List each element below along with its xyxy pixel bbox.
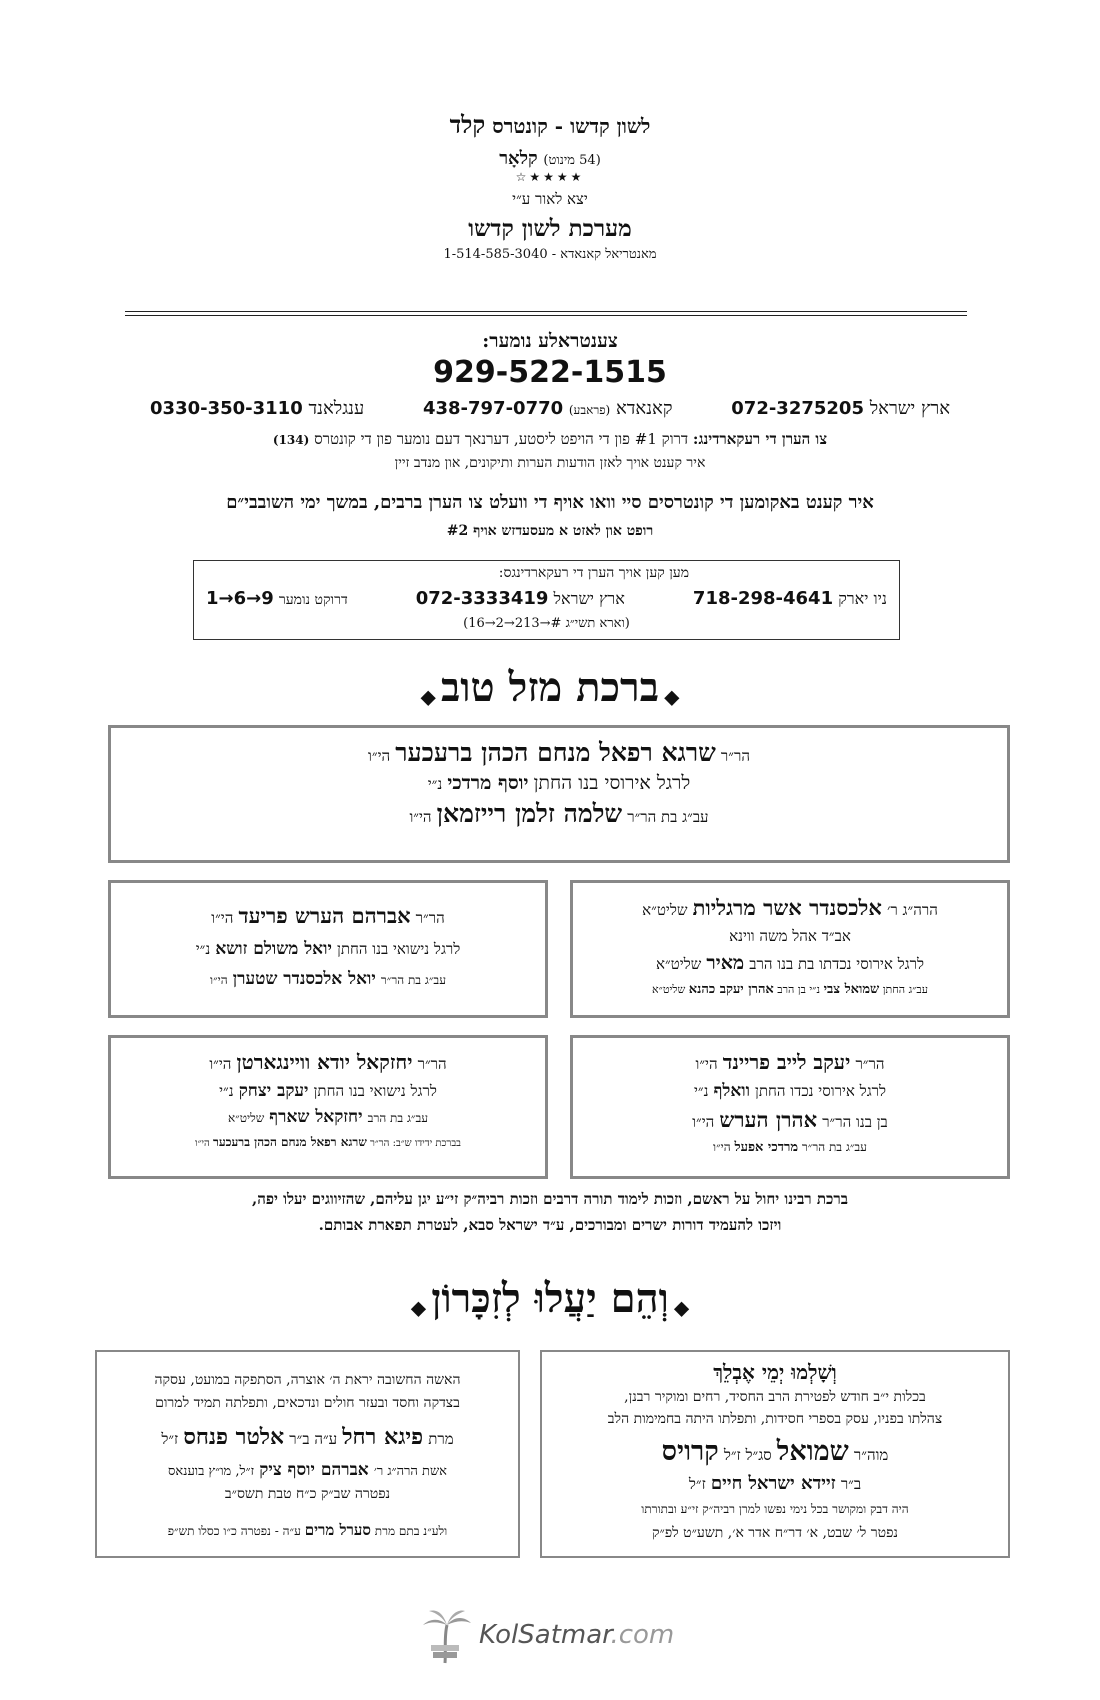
listen-line: צו הערן די רעקארדינג: דרוק #1 פון די הויפט ליסטע, דערנאך דעם נומער פון די קונטרס (134) bbox=[272, 430, 828, 448]
title bbox=[0, 110, 1100, 140]
ny-phone: ניו יארק 718-298-4641 bbox=[692, 588, 887, 609]
mazel-box-freund: הר״ר יעקב לייב פריינד הי״ו לרגל אירוסי נכדו החתן וואלף נ״י בן בנו הר״ר אהרן הערש הי״ו עב״ג בת הר״ר מרדכי אפעל הי״ו bbox=[570, 1035, 1010, 1179]
mazel-heading: ◆ ברכת מזל טוב ◆ bbox=[420, 664, 680, 711]
header bbox=[0, 110, 1100, 262]
logo-main: KolSatmar bbox=[479, 1620, 611, 1650]
memorial-box-kraus: וְשָׁלְמוּ יְמֵי אֶבְלֵךְ בכלות י״ב חודש לפטירת הרב החסיד, רחים ומוקיר רבנן, צהלתו בפניו, עסק בספרי חסידות, ותפלתו היתה בחמימות הלב מוה״ר שמואל סג״ל ז״ל קרויס ב״ר זיידא ישראל חיים ז״ל היה דבק ומקושר בכל נימי נפשו למרן רביה״ק זי״ע ובתורתו נפטר ל׳ שבט, א׳ דר״ח אדר א׳, תשע״ט לפ״ק bbox=[540, 1350, 1010, 1558]
notes-line: איר קענט אויך לאזן הודעות הערות ותיקונים, און מנדב זיין bbox=[394, 455, 706, 471]
recordings-title: מען קען אויך הערן די רעקארדינגס: bbox=[498, 565, 689, 581]
mazel-box-weingarten: הר״ר יחזקאל יודא וויינגארטן הי״ו לרגל נישואי בנו החתן יעקב יצחק נ״י עב״ג בת הרב יחזקאל שארף שליט״א בברכת ידידו ש״ב: הר״ר שרגא רפאל מנחם הכהן ברעכער הי״ו bbox=[108, 1035, 548, 1179]
duration: (54 מינוט) bbox=[543, 153, 601, 168]
central-label: צענטראלע נומער: bbox=[482, 330, 618, 352]
israel-phone: ארץ ישראל 072-3275205 bbox=[731, 398, 950, 419]
memorial-heading-text: וְהֵם יַעֲלוּ לְזִכָּרוֹן bbox=[431, 1275, 669, 1322]
central-number: 929-522-1515 bbox=[433, 355, 667, 390]
phone-row bbox=[150, 398, 950, 419]
recordings-sub: (וארא תשי״ג #→213→2→16) bbox=[463, 616, 630, 631]
promo-line-1: איר קענט באקומען די קונטרסים סיי וואו אויף די וועלט צו הערן ברבים, במשך ימי השובבי״ם bbox=[226, 492, 874, 513]
central-section bbox=[0, 330, 1100, 390]
england-phone: ענגלאנד 0330-350-3110 bbox=[150, 398, 365, 419]
recordings-box bbox=[193, 560, 900, 640]
contact: מאנטריאל קאנאדא - 1-514-585-3040 bbox=[443, 247, 657, 262]
yotze: יצא לאור ע״י bbox=[512, 190, 588, 208]
il-phone: ארץ ישראל 072-3333419 bbox=[415, 588, 625, 609]
org-name: מערכת לשון קדשו bbox=[468, 215, 632, 242]
memorial-box-zick: האשה החשובה יראת ה׳ אוצרה, הסתפקה במועט, עסקה בצדקה וחסד ובעזר חולים ונדכאים, ותפלתה תמיד למרום מרת פיגא רחל ע״ה ב״ר אלטר פנחס ז״ל אשת הרה״ג ר׳ אברהם יוסף ציק ז״ל, מו״ץ בוענאס נפטרה שב״ק כ״ח טבת תשס״ב ולע״נ בתם מרת סערל מרים ע״ה - נפטרה כ״ו כסלו תש״פ bbox=[95, 1350, 520, 1558]
blessing-line-1: ברכת רבינו יחול על ראשם, וזכות לימוד תורה דרבים וזכות רביה״ק זי״ע יגן עליהם, שהזיווגים יעלו יפה, bbox=[252, 1190, 848, 1208]
promo-line-2: רופט און לאזט א מעסעדזש אויף #2 bbox=[446, 523, 654, 539]
canada-phone: קאנאדא (פראבע) 438-797-0770 bbox=[422, 398, 673, 419]
recordings-row bbox=[206, 588, 887, 609]
mazel-box-fried: הר״ר אברהם הערש פריעד הי״ו לרגל נישואי בנו החתן יואל משולם זושא נ״י עב״ג בת הר״ר יואל אלכסנדר שטערן הי״ו bbox=[108, 880, 548, 1018]
header-divider bbox=[125, 311, 967, 316]
blessing-line-2: ויזכו להעמיד דורות ישרים ומבורכים, ע״ד ישראל סבא, לעטרת תפארת אבותם. bbox=[318, 1216, 782, 1234]
mazel-main-box: הר״ר שרגא רפאל מנחם הכהן ברעכער הי״ו לרגל אירוסי בנו החתן יוסף מרדכי נ״י עב״ג בת הר״ר שלמה זלמן רייזמאן הי״ו bbox=[108, 725, 1010, 863]
kolsatmar-logo bbox=[415, 1605, 674, 1665]
mazel-box-margulies: הרה״ג ר׳ אלכסנדר אשר מרגליות שליט״א אב״ד אהל משה ווינא לרגל אירוסי נכדתו בת בנו הרב מאיר שליט״א עב״ג החתן שמואל צבי נ״י בן הרב אהרן יעקב כהנא שליט״א bbox=[570, 880, 1010, 1018]
title-prefix: לשון קדשו - קונטרס bbox=[492, 114, 651, 138]
press-seq: דרוקט נומער 1→6→9 bbox=[206, 588, 348, 609]
palm-tree-icon bbox=[415, 1605, 475, 1665]
logo-suffix: .com bbox=[610, 1620, 675, 1650]
memorial-heading: ◆ וְהֵם יַעֲלוּ לְזִכָּרוֹן ◆ bbox=[410, 1275, 690, 1322]
mazel-heading-text: ברכת מזל טוב bbox=[441, 664, 659, 711]
clear-label: קלאָר bbox=[499, 148, 538, 169]
stars: ★★★★☆ bbox=[515, 170, 585, 184]
title-num: קלד bbox=[449, 110, 486, 139]
duration-line bbox=[0, 148, 1100, 169]
